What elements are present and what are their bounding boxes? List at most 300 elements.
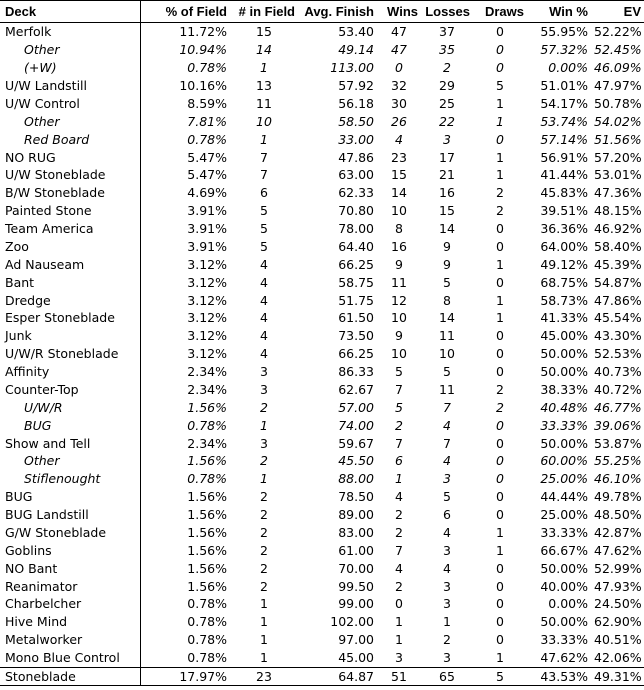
cell-pct-field: 2.34%: [140, 363, 230, 381]
cell-wins: 3: [395, 650, 403, 666]
cell-ev: 42.87%: [594, 524, 642, 540]
cell-losses: 4: [443, 560, 451, 576]
cell-deck: Hive Mind: [5, 614, 68, 630]
cell-avg-finish: 57.00: [338, 399, 374, 415]
table-row: [0, 416, 644, 434]
cell-ev: 48.15%: [594, 203, 642, 219]
table-row: [0, 23, 644, 41]
cell-draws: 0: [496, 274, 504, 290]
cell-num-field: 4: [260, 328, 268, 344]
cell-draws: 0: [496, 364, 504, 380]
header-draws: Draws: [473, 1, 527, 23]
cell-pct-field: 0.78%: [140, 613, 230, 631]
cell-losses: 14: [439, 310, 455, 326]
cell-losses: 7: [443, 435, 451, 451]
cell-draws: 0: [496, 632, 504, 648]
cell-losses: 7: [443, 399, 451, 415]
cell-win-pct: 33.33%: [540, 417, 588, 433]
cell-wins: 4: [395, 489, 403, 505]
cell-losses: 4: [443, 417, 451, 433]
cell-wins: 4: [395, 131, 403, 147]
cell-num-field: 3: [260, 364, 268, 380]
cell-wins: 9: [395, 256, 403, 272]
cell-win-pct: 64.00%: [540, 238, 588, 254]
cell-draws: 0: [496, 221, 504, 237]
cell-pct-field: 3.12%: [140, 273, 230, 291]
cell-ev: 52.22%: [594, 24, 642, 40]
cell-wins: 8: [395, 221, 403, 237]
cell-num-field: 5: [260, 221, 268, 237]
cell-win-pct: 60.00%: [540, 453, 588, 469]
cell-deck: BUG: [5, 489, 33, 505]
header-row: [0, 1, 644, 23]
cell-win-pct: 43.53%: [527, 667, 591, 686]
cell-avg-finish: 33.00: [338, 131, 374, 147]
cell-deck: Esper Stoneblade: [5, 310, 115, 326]
cell-ev: 52.53%: [594, 346, 642, 362]
cell-win-pct: 39.51%: [540, 203, 588, 219]
cell-avg-finish: 47.86: [338, 149, 374, 165]
cell-draws: 0: [496, 417, 504, 433]
cell-deck: U/W Landstill: [5, 78, 88, 94]
cell-win-pct: 66.67%: [540, 542, 588, 558]
cell-ev: 53.87%: [594, 435, 642, 451]
cell-win-pct: 36.36%: [540, 221, 588, 237]
cell-draws: 0: [496, 453, 504, 469]
cell-ev: 55.25%: [594, 453, 642, 469]
cell-pct-field: 7.81%: [140, 112, 230, 130]
header-losses: Losses: [421, 1, 473, 23]
cell-wins: 10: [391, 346, 407, 362]
cell-wins: 7: [395, 542, 403, 558]
cell-losses: 1: [443, 614, 451, 630]
cell-num-field: 7: [260, 167, 268, 183]
cell-losses: 3: [443, 542, 451, 558]
cell-win-pct: 49.12%: [540, 256, 588, 272]
cell-deck: Show and Tell: [5, 435, 91, 451]
cell-wins: 2: [395, 507, 403, 523]
cell-losses: 3: [443, 471, 451, 487]
cell-win-pct: 50.00%: [540, 435, 588, 451]
table-row: [0, 220, 644, 238]
cell-win-pct: 68.75%: [540, 274, 588, 290]
cell-wins: 51: [377, 667, 421, 686]
cell-deck: U/W Control: [5, 95, 80, 111]
cell-wins: 30: [391, 95, 407, 111]
cell-win-pct: 44.44%: [540, 489, 588, 505]
cell-wins: 47: [391, 42, 407, 58]
cell-deck: Stoneblade: [0, 667, 140, 686]
cell-ev: 43.30%: [594, 328, 642, 344]
cell-deck: B/W Stoneblade: [5, 185, 105, 201]
cell-win-pct: 0.00%: [548, 596, 588, 612]
cell-pct-field: 2.34%: [140, 434, 230, 452]
cell-win-pct: 50.00%: [540, 560, 588, 576]
cell-deck: Counter-Top: [5, 381, 79, 397]
cell-losses: 8: [443, 292, 451, 308]
cell-losses: 17: [439, 149, 455, 165]
cell-win-pct: 54.17%: [540, 95, 588, 111]
cell-draws: 5: [496, 78, 504, 94]
table-row: [0, 363, 644, 381]
cell-draws: 0: [496, 60, 504, 76]
cell-num-field: 3: [260, 435, 268, 451]
cell-avg-finish: 86.33: [338, 364, 374, 380]
cell-draws: 0: [496, 489, 504, 505]
cell-pct-field: 1.56%: [140, 488, 230, 506]
cell-deck: G/W Stoneblade: [5, 524, 107, 540]
cell-deck: BUG: [24, 417, 52, 433]
cell-ev: 40.51%: [594, 632, 642, 648]
cell-wins: 1: [395, 632, 403, 648]
cell-wins: 5: [395, 399, 403, 415]
cell-ev: 49.78%: [594, 489, 642, 505]
cell-deck: Goblins: [5, 542, 52, 558]
cell-deck: Zoo: [5, 238, 29, 254]
cell-win-pct: 41.44%: [540, 167, 588, 183]
cell-ev: 47.86%: [594, 292, 642, 308]
cell-losses: 16: [439, 185, 455, 201]
cell-deck: Metalworker: [5, 632, 83, 648]
cell-win-pct: 58.73%: [540, 292, 588, 308]
cell-win-pct: 40.48%: [540, 399, 588, 415]
cell-losses: 4: [443, 524, 451, 540]
cell-num-field: 14: [256, 42, 272, 58]
cell-deck: Red Board: [24, 131, 90, 147]
cell-num-field: 4: [260, 256, 268, 272]
table-row: [0, 166, 644, 184]
cell-avg-finish: 99.00: [338, 596, 374, 612]
header-win-pct: Win %: [527, 1, 591, 23]
table-body: [0, 23, 644, 668]
cell-win-pct: 57.32%: [540, 42, 588, 58]
cell-losses: 9: [443, 256, 451, 272]
cell-wins: 16: [391, 238, 407, 254]
cell-num-field: 11: [256, 95, 272, 111]
cell-ev: 48.50%: [594, 507, 642, 523]
table-row: [0, 631, 644, 649]
cell-draws: 0: [496, 435, 504, 451]
cell-wins: 7: [395, 381, 403, 397]
table-row: [0, 148, 644, 166]
header-ev: EV: [591, 1, 644, 23]
table-row: [0, 130, 644, 148]
cell-losses: 15: [439, 203, 455, 219]
table-row: [0, 309, 644, 327]
cell-draws: 0: [496, 560, 504, 576]
cell-pct-field: 1.56%: [140, 541, 230, 559]
cell-draws: 1: [496, 542, 504, 558]
cell-ev: 42.06%: [594, 650, 642, 666]
cell-pct-field: 0.78%: [140, 130, 230, 148]
cell-pct-field: 8.59%: [140, 95, 230, 113]
cell-win-pct: 25.00%: [540, 471, 588, 487]
cell-num-field: 1: [260, 417, 268, 433]
cell-avg-finish: 51.75: [338, 292, 374, 308]
header-pct-field: % of Field: [140, 1, 230, 23]
cell-draws: 0: [496, 471, 504, 487]
cell-avg-finish: 70.00: [338, 560, 374, 576]
cell-draws: 5: [473, 667, 527, 686]
cell-deck: Dredge: [5, 292, 51, 308]
cell-avg-finish: 66.25: [338, 256, 374, 272]
cell-pct-field: 3.91%: [140, 238, 230, 256]
cell-wins: 2: [395, 578, 403, 594]
table-row: [0, 506, 644, 524]
cell-draws: 0: [496, 24, 504, 40]
cell-ev: 54.87%: [594, 274, 642, 290]
cell-pct-field: 3.12%: [140, 255, 230, 273]
cell-num-field: 1: [260, 471, 268, 487]
cell-pct-field: 3.12%: [140, 327, 230, 345]
cell-pct-field: 1.56%: [140, 559, 230, 577]
cell-win-pct: 56.91%: [540, 149, 588, 165]
table-row: [0, 613, 644, 631]
cell-wins: 47: [391, 24, 407, 40]
cell-ev: 24.50%: [594, 596, 642, 612]
table-row: [0, 77, 644, 95]
cell-num-field: 1: [260, 60, 268, 76]
cell-ev: 50.78%: [594, 95, 642, 111]
cell-draws: 0: [496, 42, 504, 58]
cell-avg-finish: 58.50: [338, 113, 374, 129]
cell-ev: 40.72%: [594, 381, 642, 397]
cell-draws: 2: [496, 399, 504, 415]
cell-draws: 1: [496, 149, 504, 165]
cell-pct-field: 10.16%: [140, 77, 230, 95]
cell-num-field: 1: [260, 131, 268, 147]
cell-losses: 35: [439, 42, 455, 58]
cell-wins: 2: [395, 524, 403, 540]
cell-draws: 1: [496, 650, 504, 666]
cell-pct-field: 0.78%: [140, 649, 230, 667]
cell-pct-field: 3.91%: [140, 220, 230, 238]
cell-num-field: 15: [256, 24, 272, 40]
cell-losses: 3: [443, 596, 451, 612]
cell-deck: Affinity: [5, 364, 50, 380]
cell-win-pct: 33.33%: [540, 632, 588, 648]
cell-num-field: 10: [256, 113, 272, 129]
header-avg-finish: Avg. Finish: [298, 1, 377, 23]
cell-wins: 10: [391, 310, 407, 326]
header-wins: Wins: [377, 1, 421, 23]
cell-avg-finish: 61.50: [338, 310, 374, 326]
cell-win-pct: 55.95%: [540, 24, 588, 40]
cell-losses: 22: [439, 113, 455, 129]
cell-num-field: 1: [260, 632, 268, 648]
cell-pct-field: 1.56%: [140, 506, 230, 524]
cell-deck: BUG Landstill: [5, 507, 89, 523]
table-row: [0, 470, 644, 488]
cell-avg-finish: 70.80: [338, 203, 374, 219]
cell-deck: Other: [24, 113, 60, 129]
cell-deck: NO Bant: [5, 560, 58, 576]
cell-ev: 52.99%: [594, 560, 642, 576]
cell-avg-finish: 78.00: [338, 221, 374, 237]
cell-deck: U/W/R: [24, 399, 63, 415]
cell-avg-finish: 89.00: [338, 507, 374, 523]
cell-avg-finish: 62.33: [338, 185, 374, 201]
cell-num-field: 5: [260, 238, 268, 254]
cell-win-pct: 50.00%: [540, 346, 588, 362]
cell-deck: Mono Blue Control: [5, 650, 120, 666]
cell-pct-field: 11.72%: [140, 23, 230, 41]
table-row: [0, 273, 644, 291]
cell-num-field: 2: [260, 524, 268, 540]
cell-num-field: 3: [260, 381, 268, 397]
cell-losses: 9: [443, 238, 451, 254]
cell-pct-field: 5.47%: [140, 166, 230, 184]
cell-num-field: 6: [260, 185, 268, 201]
cell-pct-field: 3.12%: [140, 291, 230, 309]
cell-draws: 1: [496, 95, 504, 111]
cell-avg-finish: 45.50: [338, 453, 374, 469]
cell-losses: 21: [439, 167, 455, 183]
cell-avg-finish: 63.00: [338, 167, 374, 183]
cell-draws: 0: [496, 578, 504, 594]
cell-deck: Team America: [5, 221, 94, 237]
table-row: [0, 524, 644, 542]
cell-losses: 3: [443, 578, 451, 594]
cell-wins: 15: [391, 167, 407, 183]
table-row: [0, 381, 644, 399]
table-row: [0, 291, 644, 309]
table-row: [0, 577, 644, 595]
cell-draws: 0: [496, 614, 504, 630]
cell-wins: 1: [395, 471, 403, 487]
cell-deck: U/W/R Stoneblade: [5, 346, 119, 362]
cell-win-pct: 40.00%: [540, 578, 588, 594]
cell-wins: 0: [395, 60, 403, 76]
cell-draws: 0: [496, 238, 504, 254]
cell-ev: 53.01%: [594, 167, 642, 183]
cell-num-field: 13: [256, 78, 272, 94]
cell-losses: 4: [443, 453, 451, 469]
cell-deck: Reanimator: [5, 578, 78, 594]
cell-num-field: 5: [260, 203, 268, 219]
cell-num-field: 1: [260, 596, 268, 612]
cell-avg-finish: 61.00: [338, 542, 374, 558]
cell-ev: 47.93%: [594, 578, 642, 594]
cell-draws: 1: [496, 310, 504, 326]
table-row: [0, 398, 644, 416]
cell-wins: 14: [391, 185, 407, 201]
table-row: [0, 255, 644, 273]
cell-win-pct: 38.33%: [540, 381, 588, 397]
cell-losses: 37: [439, 24, 455, 40]
cell-num-field: 2: [260, 560, 268, 576]
cell-num-field: 4: [260, 310, 268, 326]
cell-losses: 11: [439, 381, 455, 397]
cell-losses: 2: [443, 60, 451, 76]
cell-win-pct: 33.33%: [540, 524, 588, 540]
cell-deck: Junk: [5, 328, 32, 344]
cell-win-pct: 45.00%: [540, 328, 588, 344]
cell-pct-field: 5.47%: [140, 148, 230, 166]
cell-pct-field: 2.34%: [140, 381, 230, 399]
cell-avg-finish: 83.00: [338, 524, 374, 540]
table-row-stoneblade-total: [0, 667, 644, 686]
cell-wins: 32: [391, 78, 407, 94]
cell-ev: 40.73%: [594, 364, 642, 380]
cell-avg-finish: 58.75: [338, 274, 374, 290]
cell-num-field: 2: [260, 578, 268, 594]
cell-pct-field: 1.56%: [140, 452, 230, 470]
cell-avg-finish: 88.00: [338, 471, 374, 487]
cell-wins: 4: [395, 560, 403, 576]
cell-ev: 47.36%: [594, 185, 642, 201]
table-row: [0, 327, 644, 345]
cell-losses: 6: [443, 507, 451, 523]
cell-draws: 1: [496, 256, 504, 272]
table-row: [0, 345, 644, 363]
cell-draws: 2: [496, 381, 504, 397]
cell-deck: (+W): [24, 60, 57, 76]
cell-avg-finish: 113.00: [330, 60, 374, 76]
cell-avg-finish: 78.50: [338, 489, 374, 505]
cell-pct-field: 3.12%: [140, 309, 230, 327]
table-row: [0, 649, 644, 667]
table-row: [0, 541, 644, 559]
cell-win-pct: 50.00%: [540, 614, 588, 630]
cell-win-pct: 50.00%: [540, 364, 588, 380]
cell-avg-finish: 73.50: [338, 328, 374, 344]
table-row: [0, 559, 644, 577]
cell-losses: 3: [443, 650, 451, 666]
cell-avg-finish: 59.67: [338, 435, 374, 451]
cell-wins: 2: [395, 417, 403, 433]
table-row: [0, 595, 644, 613]
cell-deck: Other: [24, 453, 60, 469]
cell-losses: 65: [421, 667, 473, 686]
cell-wins: 9: [395, 328, 403, 344]
cell-ev: 46.09%: [594, 60, 642, 76]
cell-draws: 0: [496, 328, 504, 344]
cell-ev: 57.20%: [594, 149, 642, 165]
cell-ev: 52.45%: [594, 42, 642, 58]
table-row: [0, 184, 644, 202]
cell-pct-field: 0.78%: [140, 631, 230, 649]
cell-losses: 25: [439, 95, 455, 111]
cell-deck: Other: [24, 42, 60, 58]
table-row: [0, 488, 644, 506]
cell-win-pct: 45.83%: [540, 185, 588, 201]
cell-ev: 46.92%: [594, 221, 642, 237]
cell-ev: 58.40%: [594, 238, 642, 254]
cell-wins: 1: [395, 614, 403, 630]
cell-losses: 10: [439, 346, 455, 362]
cell-wins: 7: [395, 435, 403, 451]
cell-win-pct: 41.33%: [540, 310, 588, 326]
cell-draws: 1: [496, 292, 504, 308]
cell-draws: 1: [496, 167, 504, 183]
cell-pct-field: 4.69%: [140, 184, 230, 202]
cell-ev: 46.77%: [594, 399, 642, 415]
cell-wins: 12: [391, 292, 407, 308]
cell-ev: 46.10%: [594, 471, 642, 487]
table-row: [0, 452, 644, 470]
cell-num-field: 2: [260, 399, 268, 415]
table-row: [0, 41, 644, 59]
cell-losses: 5: [443, 274, 451, 290]
cell-losses: 14: [439, 221, 455, 237]
cell-avg-finish: 99.50: [338, 578, 374, 594]
cell-deck: Charbelcher: [5, 596, 82, 612]
cell-win-pct: 51.01%: [540, 78, 588, 94]
cell-num-field: 2: [260, 542, 268, 558]
cell-num-field: 4: [260, 346, 268, 362]
cell-ev: 62.90%: [594, 614, 642, 630]
